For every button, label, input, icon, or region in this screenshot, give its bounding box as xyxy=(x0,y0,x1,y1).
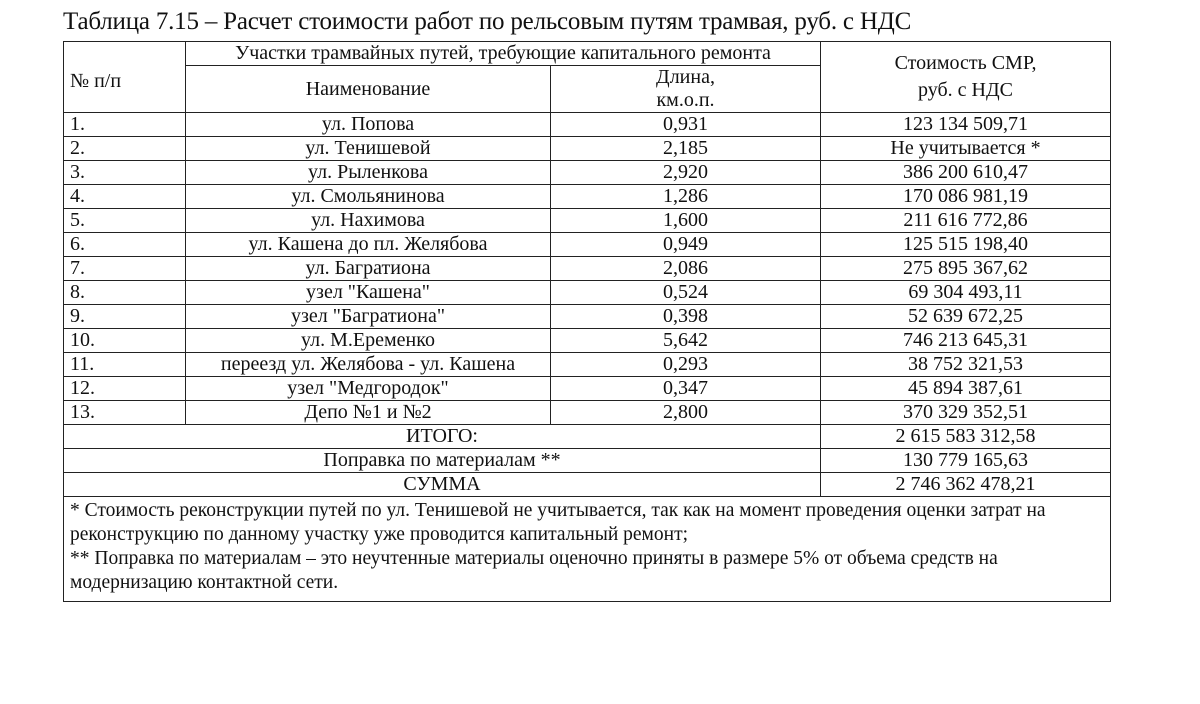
row-length: 0,398 xyxy=(551,305,821,329)
row-name: ул. Попова xyxy=(186,113,551,137)
cost-table xyxy=(63,41,1111,602)
table-row xyxy=(64,377,1111,401)
row-num: 6. xyxy=(64,233,186,257)
row-name: переезд ул. Желябова - ул. Кашена xyxy=(186,353,551,377)
header-cost-line2: руб. с НДС xyxy=(918,79,1013,101)
row-length: 2,185 xyxy=(551,137,821,161)
row-num: 10. xyxy=(64,329,186,353)
header-length xyxy=(551,66,821,113)
itogo-row xyxy=(64,425,1111,449)
row-num: 12. xyxy=(64,377,186,401)
row-length: 2,800 xyxy=(551,401,821,425)
row-length: 0,931 xyxy=(551,113,821,137)
itogo-label: ИТОГО: xyxy=(64,425,821,449)
row-cost: 45 894 387,61 xyxy=(821,377,1111,401)
row-cost: 52 639 672,25 xyxy=(821,305,1111,329)
row-num: 8. xyxy=(64,281,186,305)
row-name: ул. Рыленкова xyxy=(186,161,551,185)
correction-value: 130 779 165,63 xyxy=(821,449,1111,473)
row-cost: 746 213 645,31 xyxy=(821,329,1111,353)
row-num: 11. xyxy=(64,353,186,377)
header-cost-line1: Стоимость СМР, xyxy=(894,52,1037,74)
row-cost: Не учитывается * xyxy=(821,137,1111,161)
row-length: 0,524 xyxy=(551,281,821,305)
row-name: ул. Багратиона xyxy=(186,257,551,281)
row-num: 3. xyxy=(64,161,186,185)
header-num: № п/п xyxy=(64,42,186,113)
row-name: ул. Нахимова xyxy=(186,209,551,233)
row-num: 2. xyxy=(64,137,186,161)
row-num: 13. xyxy=(64,401,186,425)
row-cost: 211 616 772,86 xyxy=(821,209,1111,233)
table-row xyxy=(64,257,1111,281)
row-cost: 125 515 198,40 xyxy=(821,233,1111,257)
row-num: 9. xyxy=(64,305,186,329)
footnote-2: ** Поправка по материалам – это неучтенные материалы оценочно приняты в размере 5% от объема средств на модернизацию контактной сети. xyxy=(70,548,998,593)
row-name: узел "Медгородок" xyxy=(186,377,551,401)
row-length: 2,920 xyxy=(551,161,821,185)
sum-label: СУММА xyxy=(64,473,821,497)
sum-value: 2 746 362 478,21 xyxy=(821,473,1111,497)
row-name: ул. М.Еременко xyxy=(186,329,551,353)
table-caption: Таблица 7.15 – Расчет стоимости работ по рельсовым путям трамвая, руб. с НДС xyxy=(63,8,912,35)
row-cost: 170 086 981,19 xyxy=(821,185,1111,209)
row-num: 7. xyxy=(64,257,186,281)
table-row xyxy=(64,185,1111,209)
correction-label: Поправка по материалам ** xyxy=(64,449,821,473)
header-length-line1: Длина, xyxy=(656,66,715,88)
row-name: ул. Смольянинова xyxy=(186,185,551,209)
correction-row xyxy=(64,449,1111,473)
header-cost xyxy=(821,42,1111,113)
row-cost: 386 200 610,47 xyxy=(821,161,1111,185)
row-length: 2,086 xyxy=(551,257,821,281)
row-length: 0,949 xyxy=(551,233,821,257)
row-cost: 370 329 352,51 xyxy=(821,401,1111,425)
header-group: Участки трамвайных путей, требующие капитального ремонта xyxy=(186,42,821,66)
row-num: 4. xyxy=(64,185,186,209)
row-num: 5. xyxy=(64,209,186,233)
table-row xyxy=(64,113,1111,137)
table-row xyxy=(64,353,1111,377)
row-cost: 69 304 493,11 xyxy=(821,281,1111,305)
table-row xyxy=(64,209,1111,233)
table-row xyxy=(64,401,1111,425)
row-length: 0,293 xyxy=(551,353,821,377)
header-length-line2: км.о.п. xyxy=(656,89,715,111)
row-cost: 38 752 321,53 xyxy=(821,353,1111,377)
notes-row xyxy=(64,497,1111,602)
header-name: Наименование xyxy=(186,66,551,113)
row-cost: 123 134 509,71 xyxy=(821,113,1111,137)
row-cost: 275 895 367,62 xyxy=(821,257,1111,281)
row-name: узел "Кашена" xyxy=(186,281,551,305)
table-row xyxy=(64,305,1111,329)
row-name: Депо №1 и №2 xyxy=(186,401,551,425)
table-row xyxy=(64,161,1111,185)
sum-row xyxy=(64,473,1111,497)
row-num: 1. xyxy=(64,113,186,137)
table-row xyxy=(64,233,1111,257)
data-rows xyxy=(64,113,1111,425)
table-row xyxy=(64,329,1111,353)
row-name: ул. Тенишевой xyxy=(186,137,551,161)
row-length: 0,347 xyxy=(551,377,821,401)
itogo-value: 2 615 583 312,58 xyxy=(821,425,1111,449)
row-length: 1,286 xyxy=(551,185,821,209)
table-row xyxy=(64,281,1111,305)
notes-cell xyxy=(64,497,1111,602)
table-row xyxy=(64,137,1111,161)
row-length: 1,600 xyxy=(551,209,821,233)
row-length: 5,642 xyxy=(551,329,821,353)
row-name: узел "Багратиона" xyxy=(186,305,551,329)
row-name: ул. Кашена до пл. Желябова xyxy=(186,233,551,257)
footnote-1: * Стоимость реконструкции путей по ул. Тенишевой не учитывается, так как на момент проведения оценки затрат на реконструкцию по данному участку уже проводится капитальный ремонт; xyxy=(70,500,1046,545)
